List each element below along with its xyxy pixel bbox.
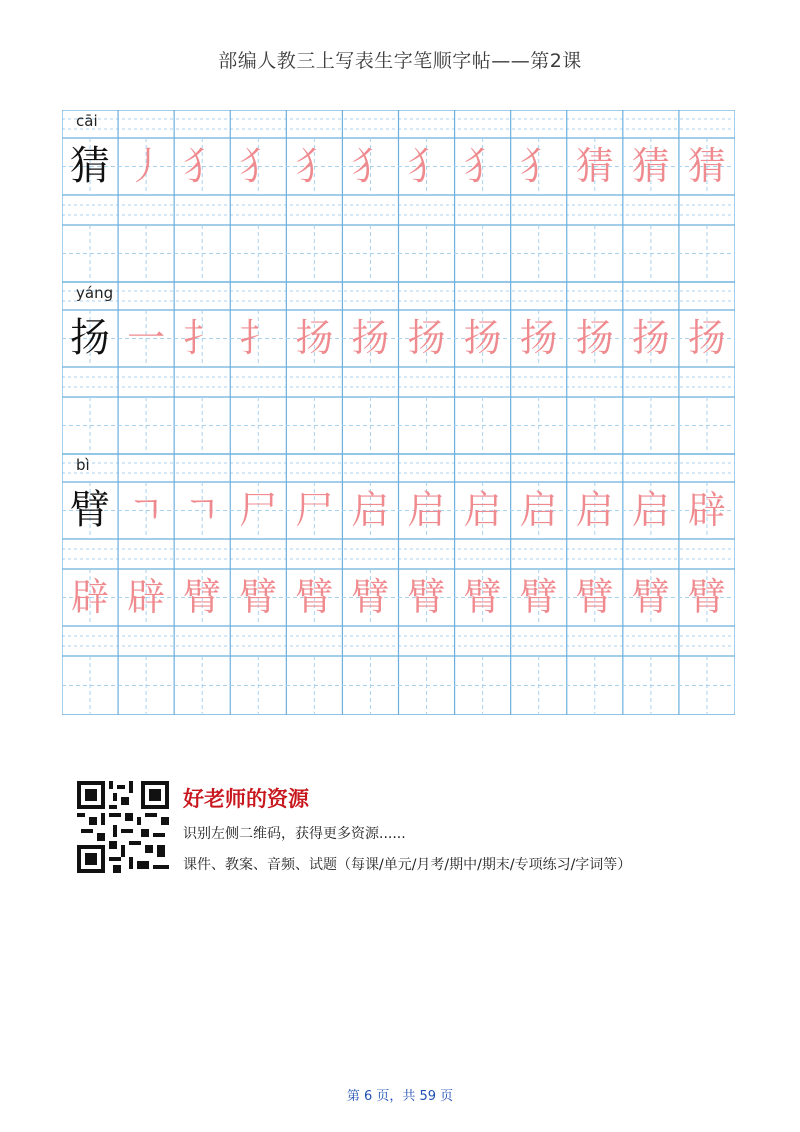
pinyin-band [62,454,735,482]
character-block-0 [62,110,735,282]
stroke-step: 犭 [295,144,334,188]
stroke-step: 丿 [127,144,166,188]
grid-cell [62,310,118,367]
stroke-step: 臂 [295,575,334,619]
stroke-step: 臂 [239,575,278,619]
grid-cell [567,569,623,626]
grid-cell [399,482,455,539]
grid-cell [623,138,679,195]
stroke-step: 辟 [687,488,726,532]
grid-cell [399,569,455,626]
stroke-step: 辟 [127,575,166,619]
grid-cell [342,569,398,626]
stroke-step: 一 [127,316,166,360]
grid-cell [62,482,118,539]
grid-cell [286,310,342,367]
grid-cell [174,310,230,367]
stroke-step: 猜 [631,144,670,188]
stroke-step: 扌 [183,316,222,360]
stroke-step: 犭 [351,144,390,188]
page-number: 第 6 页，共 59 页 [346,1089,454,1104]
pinyin-label: bì [76,456,90,474]
stroke-step: 扬 [631,316,670,360]
stroke-step: 猜 [575,144,614,188]
stroke-step: 臂 [463,575,502,619]
stroke-step: 臂 [183,575,222,619]
grid-cell [623,569,679,626]
grid-cell [623,310,679,367]
stroke-step: ㄱ [127,488,165,532]
grid-cell [118,482,174,539]
grid-cell [567,482,623,539]
model-character: 扬 [70,315,110,361]
grid-cell [511,138,567,195]
stroke-step: 启 [575,488,614,532]
grid-cell [174,138,230,195]
grid-cell [455,482,511,539]
stroke-step: 尸 [239,488,278,532]
stroke-step: 启 [463,488,502,532]
grid-cell [342,482,398,539]
stroke-order-row [62,138,735,195]
grid-cell [62,138,118,195]
grid-cell [399,138,455,195]
stroke-step: 臂 [631,575,670,619]
stroke-step: 扬 [351,316,390,360]
character-block-1 [62,282,735,454]
grid-cell [567,138,623,195]
stroke-step: 尸 [295,488,334,532]
model-character: 猜 [70,143,110,189]
grid-cell [567,310,623,367]
stroke-step: 启 [519,488,558,532]
grid-cell [118,310,174,367]
stroke-step: ㄱ [183,488,221,532]
stroke-order-row [62,482,735,539]
grid-cell [286,138,342,195]
stroke-step: 犭 [519,144,558,188]
grid-cell [679,138,735,195]
stroke-order-row [62,310,735,367]
grid-cell [511,482,567,539]
grid-cell [623,482,679,539]
stroke-step: 扬 [575,316,614,360]
grid-cell [511,569,567,626]
stroke-step: 犭 [463,144,502,188]
grid-cell [174,482,230,539]
stroke-step: 扬 [687,316,726,360]
pinyin-label: cāi [76,112,98,130]
stroke-step: 猜 [687,144,726,188]
stroke-step: 启 [631,488,670,532]
practice-row [62,225,735,282]
stroke-step: 犭 [239,144,278,188]
qr-code-icon [73,777,173,877]
grid-cell [679,569,735,626]
grid-cell [118,569,174,626]
grid-cell [230,569,286,626]
grid-cell [230,138,286,195]
stroke-step: 扬 [463,316,502,360]
grid-cell [230,310,286,367]
stroke-step: 臂 [519,575,558,619]
grid-cell [455,569,511,626]
grid-cell [230,482,286,539]
grid-cell [286,482,342,539]
resource-list: 课件、教案、音频、试题（每课/单元/月考/期中/期末/专项练习/字词等） [183,857,632,873]
character-block-2 [62,454,735,626]
stroke-step: 臂 [407,575,446,619]
stroke-step: 臂 [351,575,390,619]
practice-row [62,569,735,626]
stroke-step: 启 [351,488,390,532]
grid-cell [342,310,398,367]
grid-cell [286,569,342,626]
pinyin-band [62,282,735,310]
grid-cell [342,138,398,195]
stroke-step: 臂 [575,575,614,619]
grid-cell [118,138,174,195]
grid-cell [174,569,230,626]
grid-cell [399,310,455,367]
stroke-step: 辟 [70,575,109,619]
grid-cell [679,482,735,539]
stroke-step: 犭 [183,144,222,188]
stroke-step: 扬 [407,316,446,360]
pinyin-band [62,110,735,138]
model-character: 臂 [70,487,110,533]
stroke-step: 启 [407,488,446,532]
stroke-step: 犭 [407,144,446,188]
qr-code[interactable] [73,777,173,877]
practice-sheet [62,110,735,715]
stroke-step: 扬 [295,316,334,360]
scan-prompt: 识别左侧二维码，获得更多资源...... [183,826,406,842]
grid-cell [455,138,511,195]
grid-cell [455,310,511,367]
stroke-step: 扬 [519,316,558,360]
grid-cell [511,310,567,367]
page-title: 部编人教三上写表生字笔顺字帖——第2课 [218,50,582,72]
brand-name: 好老师的资源 [183,787,309,811]
stroke-step: 臂 [687,575,726,619]
practice-row [62,397,735,454]
grid-cell [679,310,735,367]
pinyin-label: yáng [76,284,114,302]
stroke-step: 扌 [239,316,278,360]
grid-cell [62,569,118,626]
